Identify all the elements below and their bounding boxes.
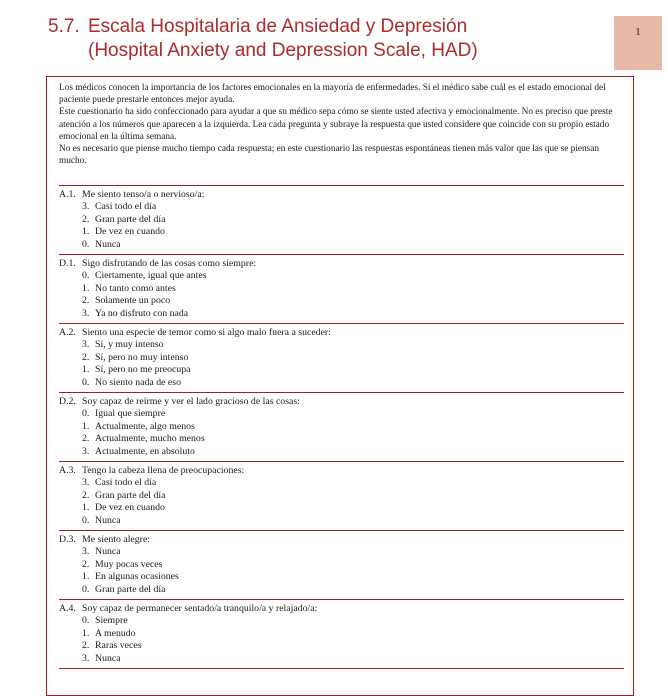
- option-score: 2.: [82, 558, 90, 570]
- question-item: [59, 258, 619, 320]
- option-label: No siento nada de eso: [95, 376, 181, 388]
- answer-option[interactable]: [59, 352, 619, 364]
- question-text: Soy capaz de permanecer sentado/a tranquilo/a y relajado/a:: [82, 603, 318, 614]
- answer-option[interactable]: [59, 584, 619, 596]
- option-label: En algunas ocasiones: [95, 571, 179, 583]
- option-label: Solamente un poco: [95, 295, 171, 307]
- option-score: 3.: [82, 652, 90, 664]
- question-item: [59, 603, 619, 665]
- answer-option[interactable]: [59, 364, 619, 376]
- answer-option[interactable]: [59, 477, 619, 489]
- answer-option[interactable]: [59, 571, 619, 583]
- option-label: Raras veces: [95, 640, 142, 652]
- answer-option[interactable]: [59, 446, 619, 458]
- page-title: Escala Hospitalaria de Ansiedad y Depresión: [88, 16, 468, 37]
- option-label: Gran parte del día: [95, 213, 166, 225]
- answer-option[interactable]: [59, 270, 619, 282]
- option-score: 1.: [82, 282, 90, 294]
- question-code: D.1.: [59, 258, 76, 269]
- page-subtitle: (Hospital Anxiety and Depression Scale, HAD): [88, 40, 478, 61]
- option-score: 2.: [82, 213, 90, 225]
- option-label: Igual que siempre: [95, 408, 166, 420]
- option-label: Sí, pero no muy intenso: [95, 351, 189, 363]
- item-divider: [59, 185, 624, 186]
- answer-option[interactable]: [59, 283, 619, 295]
- option-score: 1.: [82, 502, 90, 514]
- answer-option[interactable]: [59, 615, 619, 627]
- instructions: [59, 82, 625, 167]
- option-label: Sí, y muy intenso: [95, 339, 164, 351]
- option-score: 2.: [82, 640, 90, 652]
- item-divider: [59, 461, 624, 462]
- question-item: [59, 465, 619, 527]
- option-label: Casi todo el día: [95, 477, 157, 489]
- question: [59, 534, 619, 546]
- answer-option[interactable]: [59, 295, 619, 307]
- answer-option[interactable]: [59, 640, 619, 652]
- answer-option[interactable]: [59, 201, 619, 213]
- option-label: Ya no disfruto con nada: [95, 307, 189, 319]
- option-score: 1.: [82, 420, 90, 432]
- option-score: 2.: [82, 295, 90, 307]
- item-divider: [59, 668, 624, 669]
- answer-option[interactable]: [59, 421, 619, 433]
- option-score: 0.: [82, 514, 90, 526]
- option-score: 1.: [82, 627, 90, 639]
- option-label: Ciertamente, igual que antes: [95, 270, 207, 282]
- question-text: Me siento tenso/a o nervioso/a:: [82, 189, 205, 200]
- question-item: [59, 327, 619, 389]
- option-label: Actualmente, algo menos: [95, 420, 195, 432]
- item-divider: [59, 254, 624, 255]
- option-label: Gran parte del día: [95, 583, 166, 595]
- instructions-paragraph: No es necesario que piense mucho tiempo cada respuesta; en este cuestionario las respuestas espontáneas tienen más valor que las que se piensan mucho.: [59, 144, 600, 167]
- answer-option[interactable]: [59, 408, 619, 420]
- question-code: D.3.: [59, 534, 76, 545]
- option-label: Nunca: [95, 238, 121, 250]
- option-score: 0.: [82, 270, 90, 282]
- answer-option[interactable]: [59, 339, 619, 351]
- question-item: [59, 534, 619, 596]
- option-label: Siempre: [95, 615, 128, 627]
- option-label: Nunca: [95, 652, 121, 664]
- question-text: Tengo la cabeza llena de preocupaciones:: [82, 465, 245, 476]
- option-score: 3.: [82, 339, 90, 351]
- question: [59, 258, 619, 270]
- option-score: 3.: [82, 546, 90, 558]
- answer-option[interactable]: [59, 628, 619, 640]
- question-text: Sigo disfrutando de las cosas como siempre:: [82, 258, 257, 269]
- option-label: Actualmente, en absoluto: [95, 445, 195, 457]
- answer-option[interactable]: [59, 214, 619, 226]
- answer-option[interactable]: [59, 377, 619, 389]
- option-label: Nunca: [95, 546, 121, 558]
- option-score: 0.: [82, 583, 90, 595]
- option-score: 3.: [82, 477, 90, 489]
- instructions-paragraph: Los médicos conocen la importancia de los factores emocionales en la mayoría de enfermedades. Si el médico sabe cuál es el estado emocional del paciente puede prestarle entonces mejor ayuda.: [59, 83, 606, 106]
- question-code: D.2.: [59, 396, 76, 407]
- answer-option[interactable]: [59, 433, 619, 445]
- option-label: Actualmente, mucho menos: [95, 433, 205, 445]
- question-code: A.3.: [59, 465, 76, 476]
- question-code: A.4.: [59, 603, 76, 614]
- option-score: 0.: [82, 615, 90, 627]
- option-score: 1.: [82, 226, 90, 238]
- instructions-paragraph: Este cuestionario ha sido confeccionado para ayudar a que su médico sepa cómo se siente usted afectiva y emocionalmente. No es preciso que preste atención a los números que aparecen a la izquierda. Lea cada pregunta y subraye la respuesta que usted considere que coincide con su propio estado emocional en la última semana.: [59, 107, 613, 142]
- option-score: 1.: [82, 571, 90, 583]
- option-label: Gran parte del día: [95, 489, 166, 501]
- question-text: Soy capaz de reírme y ver el lado gracioso de las cosas:: [82, 396, 300, 407]
- option-label: A menudo: [95, 627, 136, 639]
- item-divider: [59, 530, 624, 531]
- answer-option[interactable]: [59, 226, 619, 238]
- question-code: A.2.: [59, 327, 76, 338]
- question-item: [59, 396, 619, 458]
- item-divider: [59, 323, 624, 324]
- option-score: 2.: [82, 351, 90, 363]
- answer-option[interactable]: [59, 515, 619, 527]
- option-score: 0.: [82, 238, 90, 250]
- option-score: 2.: [82, 489, 90, 501]
- question-text: Siento una especie de temor como si algo malo fuera a suceder:: [82, 327, 331, 338]
- question-item: [59, 189, 619, 251]
- answer-option[interactable]: [59, 559, 619, 571]
- question: [59, 396, 619, 408]
- option-score: 0.: [82, 408, 90, 420]
- option-label: Sí, pero no me preocupa: [95, 364, 191, 376]
- option-score: 2.: [82, 433, 90, 445]
- option-score: 1.: [82, 364, 90, 376]
- option-label: No tanto como antes: [95, 282, 176, 294]
- option-score: 3.: [82, 307, 90, 319]
- option-label: De vez en cuando: [95, 226, 165, 238]
- option-label: De vez en cuando: [95, 502, 165, 514]
- answer-option[interactable]: [59, 653, 619, 665]
- answer-option[interactable]: [59, 490, 619, 502]
- option-label: Nunca: [95, 514, 121, 526]
- question: [59, 603, 619, 615]
- answer-option[interactable]: [59, 308, 619, 320]
- item-divider: [59, 599, 624, 600]
- answer-option[interactable]: [59, 546, 619, 558]
- question: [59, 327, 619, 339]
- answer-option[interactable]: [59, 502, 619, 514]
- option-score: 3.: [82, 445, 90, 457]
- answer-option[interactable]: [59, 239, 619, 251]
- page-number-tab: [614, 16, 662, 70]
- question: [59, 189, 619, 201]
- question-code: A.1.: [59, 189, 76, 200]
- option-score: 0.: [82, 376, 90, 388]
- question: [59, 465, 619, 477]
- section-number: 5.7.: [48, 16, 80, 37]
- option-label: Casi todo el día: [95, 201, 157, 213]
- page-number: 1: [635, 26, 641, 38]
- item-divider: [59, 392, 624, 393]
- option-score: 3.: [82, 201, 90, 213]
- question-text: Me siento alegre:: [82, 534, 151, 545]
- option-label: Muy pocas veces: [95, 558, 163, 570]
